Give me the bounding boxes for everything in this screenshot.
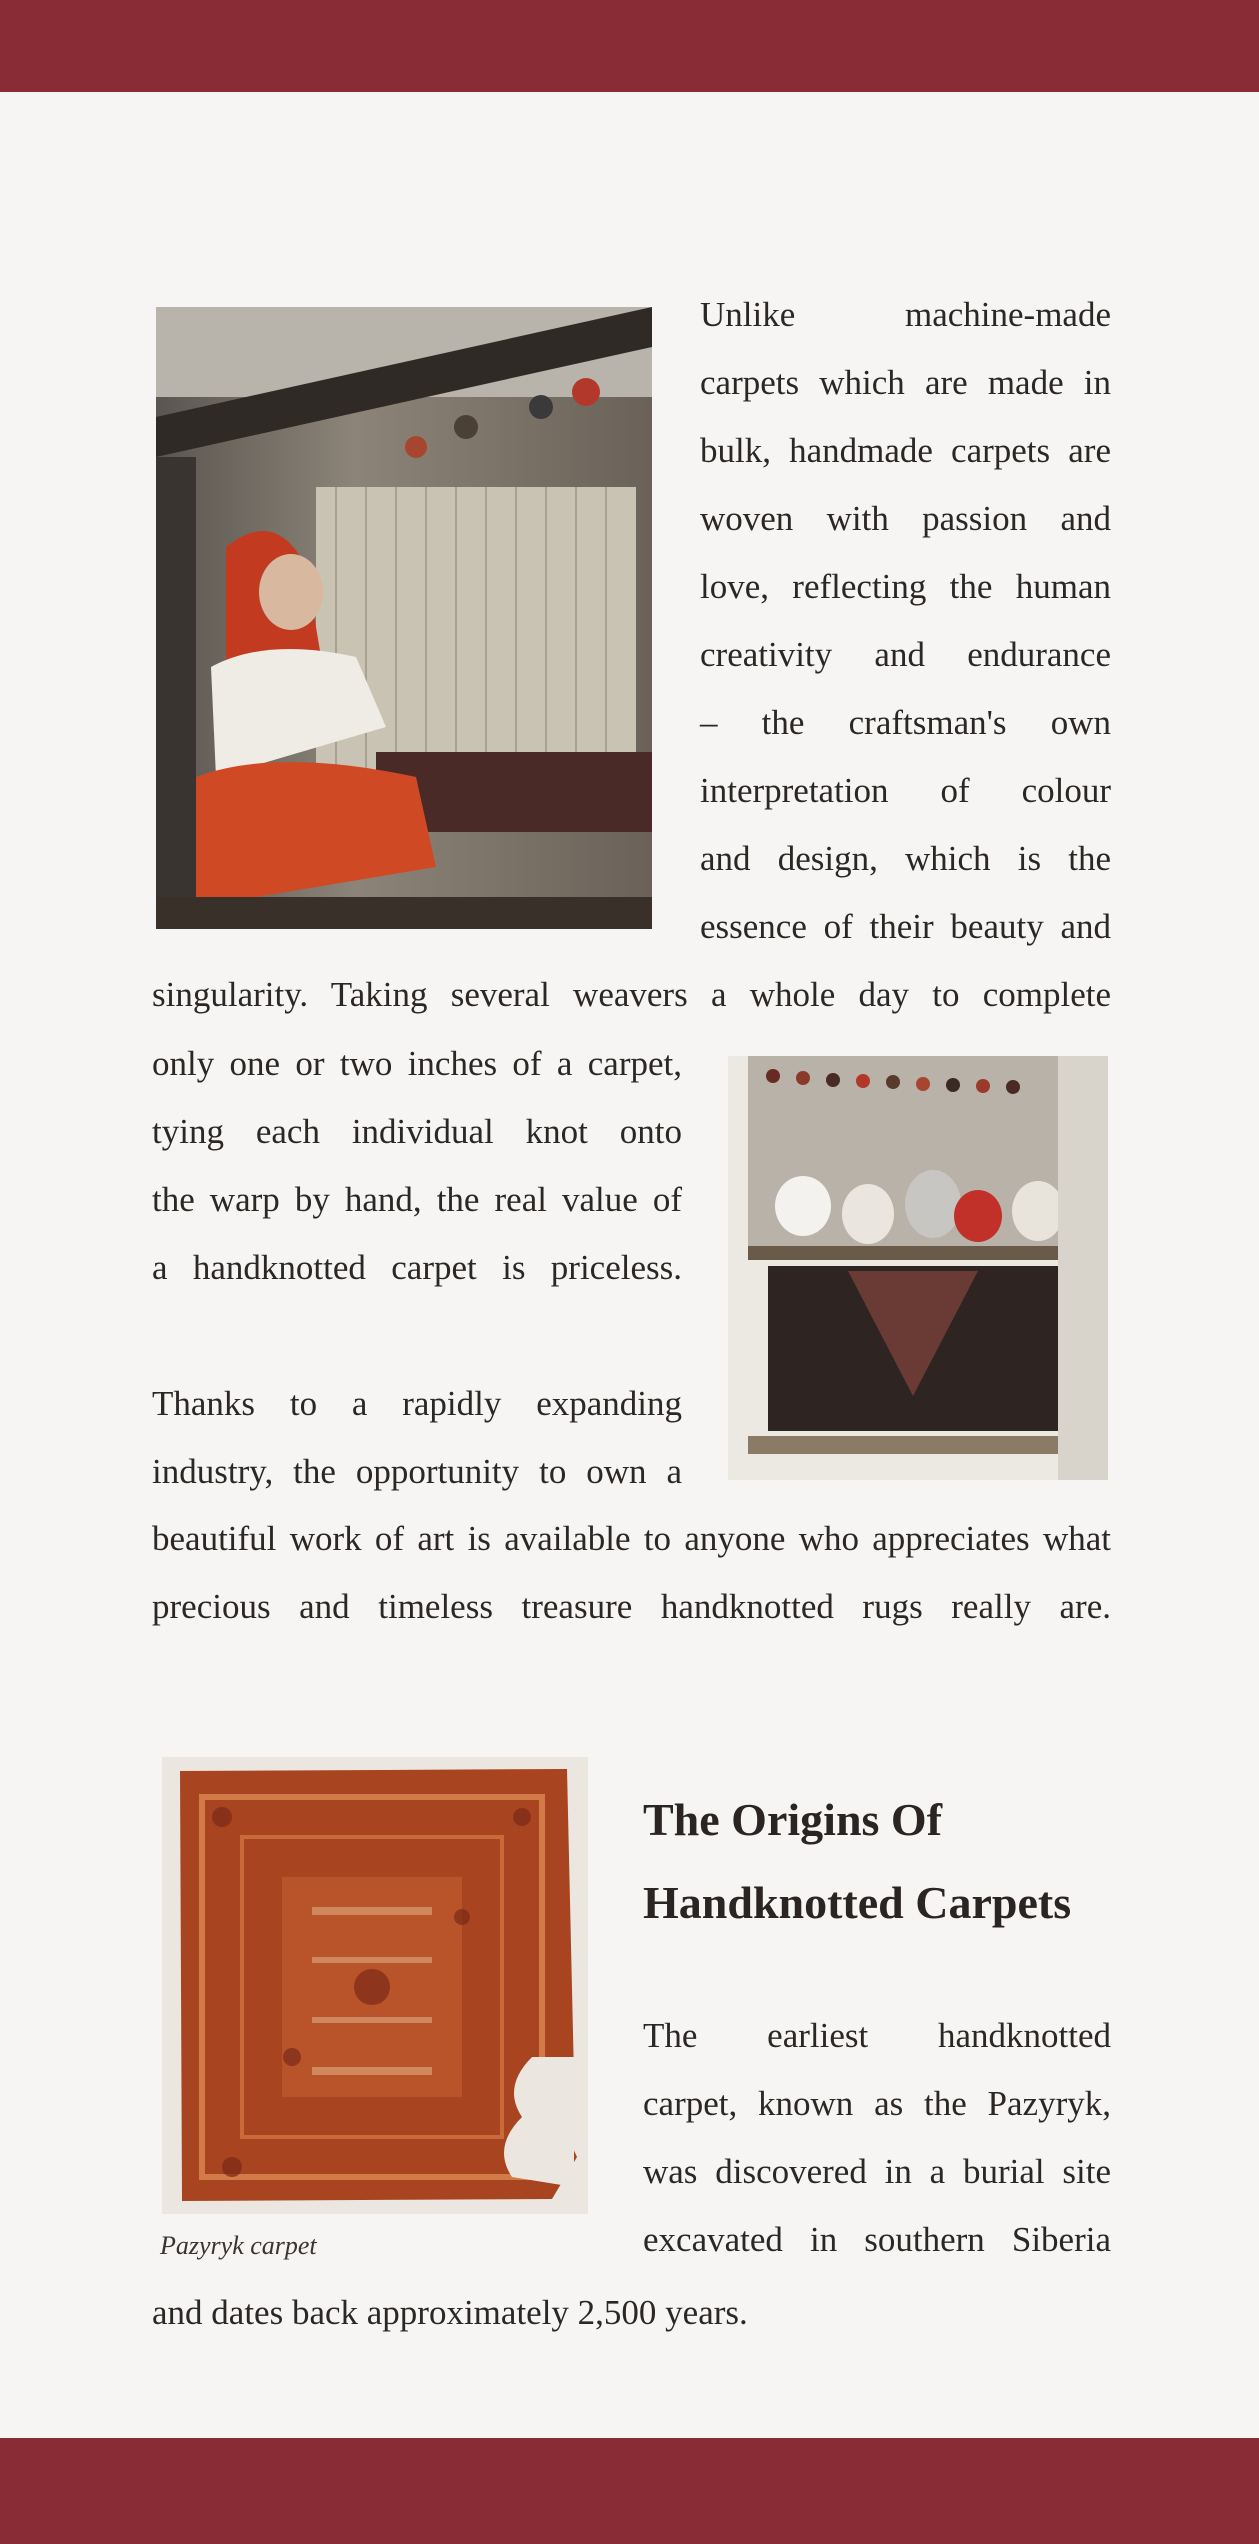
top-band [0,0,1259,92]
origins-paragraph-right-column [643,2002,1111,2274]
origins-heading [643,1778,1071,1944]
intro-paragraph-right-column [700,281,1111,961]
text-line: Unlike machine-made [700,295,1111,334]
intro-paragraph-full-line [152,961,1111,1029]
text-line: precious and timeless treasure handknotted rugs really are. [152,1587,1111,1626]
pazyryk-carpet-caption: Pazyryk carpet [160,2231,317,2260]
text-line: essence of their beauty and [700,907,1111,946]
origins-paragraph-last-line: and dates back approximately 2,500 years. [152,2293,748,2332]
text-line: bulk, handmade carpets are [700,431,1111,470]
text-line: Thanks to a rapidly expanding [152,1384,682,1423]
weavers-loom-photo [728,1056,1108,1480]
text-line: woven with passion and [700,499,1111,538]
text-line: singularity. Taking several weavers a whole day to complete [152,975,1111,1014]
weaver-at-loom-photo [156,307,652,929]
text-line: tying each individual knot onto [152,1112,682,1151]
origins-heading-line-2: Handknotted Carpets [643,1877,1072,1928]
intro-paragraph-left-column [152,1030,682,1302]
second-paragraph-left-column [152,1370,682,1506]
pazyryk-carpet-photo [162,1757,588,2214]
text-line: creativity and endurance [700,635,1111,674]
bottom-band [0,2438,1259,2544]
text-line: industry, the opportunity to own a [152,1452,682,1491]
text-line: and design, which is the [700,839,1111,878]
second-paragraph-full-lines [152,1505,1111,1641]
text-line: excavated in southern Siberia [643,2220,1111,2259]
text-line: carpets which are made in [700,363,1111,402]
text-line: a handknotted carpet is priceless. [152,1248,682,1287]
origins-heading-line-1: The Origins Of [643,1794,943,1845]
text-line: beautiful work of art is available to anyone who appreciates what [152,1519,1111,1558]
text-line: interpretation of colour [700,771,1111,810]
text-line: – the craftsman's own [700,703,1111,742]
text-line: love, reflecting the human [700,567,1111,606]
text-line: The earliest handknotted [643,2016,1111,2055]
text-line: carpet, known as the Pazyryk, [643,2084,1111,2123]
text-line: was discovered in a burial site [643,2152,1111,2191]
text-line: only one or two inches of a carpet, [152,1044,682,1083]
text-line: the warp by hand, the real value of [152,1180,682,1219]
